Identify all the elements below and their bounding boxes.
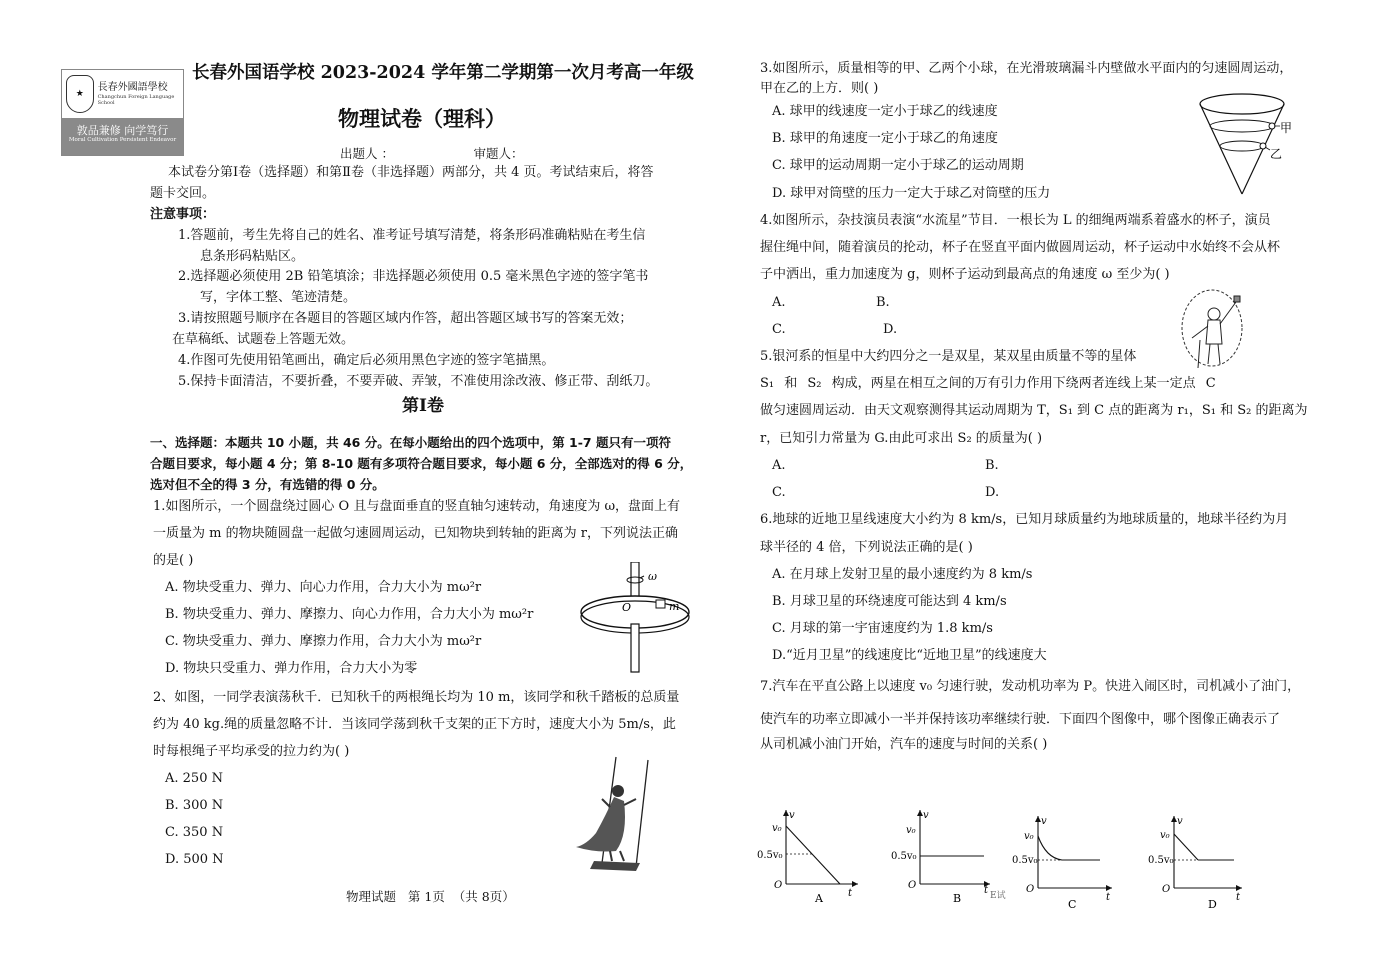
swing-girl-figure bbox=[566, 755, 656, 877]
stray-text: E试 bbox=[990, 891, 1006, 901]
q5-line-3: 做匀速圆周运动．由天文观察测得其运动周期为 T，S₁ 到 C 点的距离为 r₁，S₁ 和 S₂ 的距离为 bbox=[760, 403, 1308, 418]
water-meteor-figure bbox=[1178, 288, 1250, 370]
mass-m-label: m bbox=[669, 600, 680, 613]
note-4: 4.作图可先使用铅笔画出，确定后必须用黑色字迹的签字笔描黑。 bbox=[178, 353, 555, 368]
logo-school-name: 長春外國語學校 bbox=[97, 82, 168, 93]
school-seal-icon: ★ bbox=[66, 75, 94, 113]
graph-d-v0-label: v₀ bbox=[1160, 830, 1170, 841]
q6-option-d: D.“近月卫星”的线速度比“近地卫星”的线速度大 bbox=[772, 648, 1047, 663]
graph-c bbox=[1012, 812, 1118, 910]
note-3b: 在草稿纸、试题卷上答题无效。 bbox=[172, 332, 355, 347]
intro-line-1: 本试卷分第Ⅰ卷（选择题）和第Ⅱ卷（非选择题）两部分，共 4 页。考试结束后，将答 bbox=[168, 165, 654, 180]
ball-yi-label: 乙 bbox=[1270, 147, 1283, 161]
graph-c-v0-label: v₀ bbox=[1024, 831, 1034, 842]
note-5: 5.保持卡面清洁，不要折叠，不要弄破、弄皱，不准使用涂改液、修正带、刮纸刀。 bbox=[178, 374, 659, 389]
q6-line-2: 球半径的 4 倍，下列说法正确的是( ) bbox=[760, 540, 973, 555]
note-1a: 1.答题前，考生先将自己的姓名、准考证号填写清楚，将条形码准确粘贴在考生信 bbox=[178, 228, 646, 243]
q4-option-c: C. bbox=[772, 322, 786, 337]
note-2a: 2.选择题必须使用 2B 铅笔填涂；非选择题必须使用 0.5 毫米黑色字迹的签字笔书 bbox=[178, 269, 649, 284]
q1-option-c: C. 物块受重力、弹力、摩擦力作用，合力大小为 mω²r bbox=[165, 634, 482, 649]
page-footer: 物理试题 第 1页 （共 8页） bbox=[346, 889, 515, 904]
q1-option-d: D. 物块只受重力、弹力作用，合力大小为零 bbox=[165, 661, 418, 676]
q5-option-c: C. bbox=[772, 485, 786, 500]
q7-line-1: 7.汽车在平直公路上以速度 v₀ 匀速行驶，发动机功率为 P。快进入闹区时，司机减小了油门， bbox=[760, 679, 1301, 694]
graph-b-t-label: t bbox=[984, 885, 989, 896]
omega-label: ω bbox=[648, 570, 657, 583]
q2-option-d: D. 500 N bbox=[165, 852, 224, 867]
q1-line-3: 的是( ) bbox=[153, 553, 194, 568]
q6-option-a: A. 在月球上发射卫星的最小速度约为 8 km/s bbox=[772, 567, 1033, 582]
graph-b-half-label: 0.5v₀ bbox=[891, 851, 917, 862]
graph-a-t-label: t bbox=[848, 888, 853, 899]
q2-line-3: 时每根绳子平均承受的拉力约为( ) bbox=[153, 744, 350, 759]
exam-title: 长春外国语学校 2023-2024 学年第二学期第一次月考高一年级 bbox=[192, 63, 694, 83]
graph-c-half-label: 0.5v₀ bbox=[1012, 855, 1038, 866]
graph-c-caption: C bbox=[1068, 898, 1077, 910]
school-logo bbox=[61, 69, 184, 156]
q6-option-b: B. 月球卫星的环绕速度可能达到 4 km/s bbox=[772, 594, 1007, 609]
exam-subtitle: 物理试卷（理科） bbox=[338, 106, 506, 131]
q6-line-1: 6.地球的近地卫星线速度大小约为 8 km/s，已知月球质量约为地球质量的，地球半径约为月 bbox=[760, 512, 1289, 527]
q2-option-a: A. 250 N bbox=[165, 771, 223, 786]
graph-a-half-label: 0.5v₀ bbox=[757, 850, 783, 861]
graph-b-caption: B bbox=[953, 892, 962, 905]
graph-d-t-label: t bbox=[1236, 892, 1241, 903]
section-title: 第Ⅰ卷 bbox=[402, 396, 444, 416]
q4-option-b: B. bbox=[876, 295, 890, 310]
q3-option-a: A. 球甲的线速度一定小于球乙的线速度 bbox=[772, 104, 998, 119]
q1-line-1: 1.如图所示，一个圆盘绕过圆心 O 且与盘面垂直的竖直轴匀速转动，角速度为 ω，盘面上有 bbox=[153, 499, 681, 514]
graph-a-v0-label: v₀ bbox=[772, 823, 782, 834]
q5-line-1: 5.银河系的恒星中大约四分之一是双星，某双星由质量不等的星体 bbox=[760, 349, 1137, 364]
center-o-label: O bbox=[622, 601, 632, 614]
q3-option-c: C. 球甲的运动周期一定小于球乙的运动周期 bbox=[772, 158, 1024, 173]
q3-option-b: B. 球甲的角速度一定小于球乙的角速度 bbox=[772, 131, 998, 146]
section-desc-2: 合题目要求，每小题 4 分；第 8-10 题有多项符合题目要求，每小题 6 分，全部选对的得 6 分， bbox=[150, 456, 693, 471]
q3-option-d: D. 球甲对筒壁的压力一定大于球乙对筒壁的压力 bbox=[772, 186, 1051, 201]
q2-option-b: B. 300 N bbox=[165, 798, 224, 813]
note-3a: 3.请按照题号顺序在各题目的答题区域内作答，超出答题区域书写的答案无效； bbox=[178, 311, 633, 326]
graph-d-v-label: v bbox=[1177, 816, 1183, 827]
graph-d-o-label: O bbox=[1162, 884, 1171, 895]
q5-option-b: B. bbox=[985, 458, 999, 473]
q2-line-2: 约为 40 kg.绳的质量忽略不计．当该同学荡到秋千支架的正下方时，速度大小为 5m/s，此 bbox=[153, 717, 676, 732]
logo-motto-en: Moral Cultivation Persistent Endeavor bbox=[68, 137, 177, 143]
note-1b: 息条形码粘贴区。 bbox=[200, 249, 305, 264]
q3-line-2: 甲在乙的上方．则( ) bbox=[760, 81, 879, 96]
q2-line-1: 2、如图，一同学表演荡秋千．已知秋千的两根绳长均为 10 m，该同学和秋千踏板的总质量 bbox=[153, 690, 680, 705]
q7-line-3: 从司机减小油门开始，汽车的速度与时间的关系( ) bbox=[760, 737, 1048, 752]
q1-option-b: B. 物块受重力、弹力、摩擦力、向心力作用，合力大小为 mω²r bbox=[165, 607, 534, 622]
logo-school-sub: Changchun Foreign Language School bbox=[97, 94, 175, 106]
q6-option-c: C. 月球的第一宇宙速度约为 1.8 km/s bbox=[772, 621, 993, 636]
q7-line-2: 使汽车的功率立即减小一半并保持该功率继续行驶．下面四个图像中，哪个图像正确表示了 bbox=[760, 712, 1281, 727]
q1-line-2: 一质量为 m 的物块随圆盘一起做匀速圆周运动，已知物块到转轴的距离为 r，下列说法正确 bbox=[153, 526, 678, 541]
q5-option-d: D. bbox=[985, 485, 1000, 500]
funnel-figure bbox=[1198, 92, 1293, 196]
q4-line-2: 握住绳中间，随着演员的抡动，杯子在竖直平面内做圆周运动，杯子运动中水始终不会从杯 bbox=[760, 240, 1281, 255]
rotating-disk-figure bbox=[578, 562, 693, 674]
graph-a-v-label: v bbox=[789, 810, 795, 821]
section-desc-1: 一、选择题：本题共 10 小题，共 46 分。在每小题给出的四个选项中，第 1-7 题只有一项符 bbox=[150, 435, 671, 450]
graph-a-caption: A bbox=[815, 892, 823, 905]
graph-c-v-label: v bbox=[1041, 816, 1047, 827]
graph-b bbox=[890, 806, 996, 906]
q4-line-3: 子中洒出，重力加速度为 g，则杯子运动到最高点的角速度 ω 至少为( ) bbox=[760, 267, 1170, 282]
logo-motto: 敦品兼修 向学笃行 bbox=[76, 124, 169, 137]
q3-line-1: 3.如图所示，质量相等的甲、乙两个小球，在光滑玻璃漏斗内壁做水平面内的匀速圆周运动， bbox=[760, 61, 1293, 76]
graph-a bbox=[756, 806, 862, 906]
graph-c-t-label: t bbox=[1106, 892, 1111, 903]
section-desc-3: 选对但不全的得 3 分，有选错的得 0 分。 bbox=[150, 477, 385, 492]
intro-line-2: 题卡交回。 bbox=[150, 186, 216, 201]
notes-title: 注意事项： bbox=[150, 207, 216, 222]
graph-b-v0-label: v₀ bbox=[906, 825, 916, 836]
graph-b-o-label: O bbox=[908, 880, 917, 891]
graph-d bbox=[1142, 812, 1248, 910]
graph-a-o-label: O bbox=[774, 880, 783, 891]
q2-option-c: C. 350 N bbox=[165, 825, 224, 840]
note-2b: 写，字体工整、笔迹清楚。 bbox=[200, 290, 357, 305]
q4-option-d: D. bbox=[883, 322, 898, 337]
graph-d-half-label: 0.5v₀ bbox=[1148, 855, 1174, 866]
graph-c-o-label: O bbox=[1026, 884, 1035, 895]
q1-option-a: A. 物块受重力、弹力、向心力作用，合力大小为 mω²r bbox=[165, 580, 482, 595]
q4-option-a: A. bbox=[772, 295, 786, 310]
q4-line-1: 4.如图所示，杂技演员表演“水流星”节目．一根长为 L 的细绳两端系着盛水的杯子，演员 bbox=[760, 213, 1271, 228]
graph-b-v-label: v bbox=[923, 810, 929, 821]
q5-line-2: S₁ 和 S₂ 构成，两星在相互之间的万有引力作用下绕两者连线上某一定点 C bbox=[760, 376, 1216, 391]
graph-d-caption: D bbox=[1208, 898, 1217, 910]
authors-line: 出题人 ： 审题人： bbox=[340, 146, 524, 161]
q5-line-4: r，已知引力常量为 G.由此可求出 S₂ 的质量为( ) bbox=[760, 431, 1043, 446]
ball-jia-label: 甲 bbox=[1280, 121, 1293, 135]
q5-option-a: A. bbox=[772, 458, 786, 473]
